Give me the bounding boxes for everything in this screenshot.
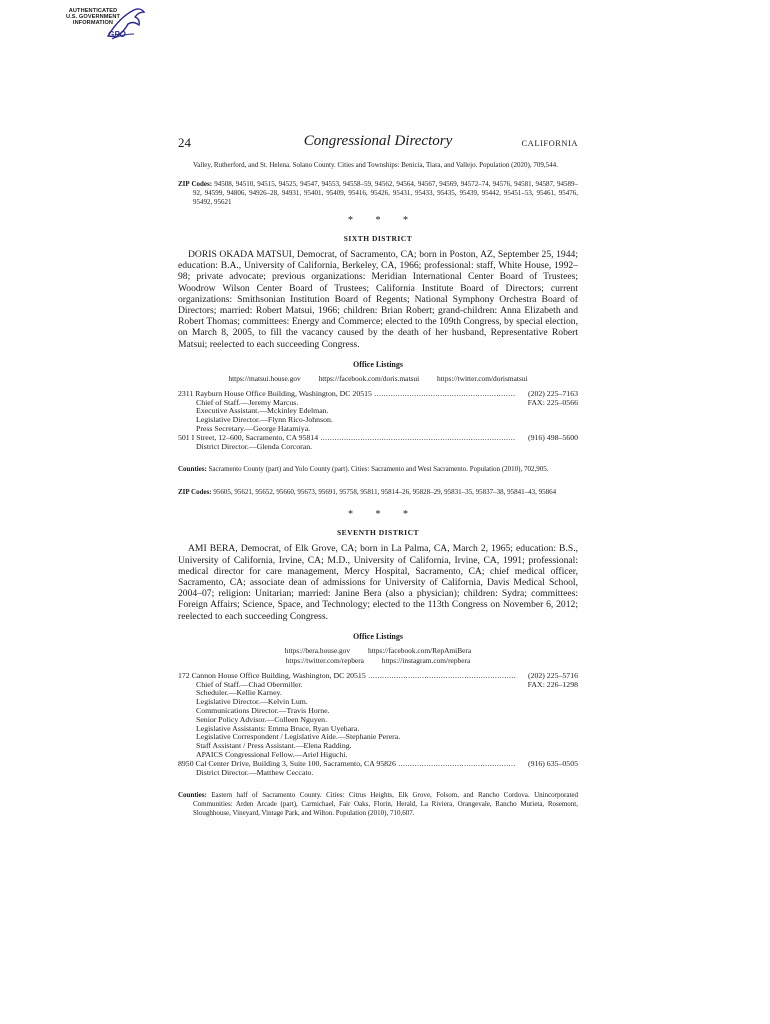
office-phone: (202) 225–7163 — [527, 388, 578, 398]
state-label: CALIFORNIA — [521, 138, 578, 148]
counties-text: Eastern half of Sacramento County. Cities: Citrus Heights, Elk Grove, Folsom, and Rancho Cordova. Unincorporated Communities: Arden Arcade (part), Carmichael, Fair Oaks, Florin, Herald, La Riviera, Orangevale, Rancho Murieta, Rosemont, Sloughhouse, Vineyard, Vintage Park, and Wilton. Population (2010), 710,607. — [193, 791, 579, 818]
website-link[interactable]: https://bera.house.gov — [284, 645, 351, 655]
staff-entry: Legislative Director.—Kelvin Lum. — [196, 697, 308, 707]
seal-line-2: U.S. GOVERNMENT — [65, 14, 121, 21]
office-phone: (916) 635–0505 — [527, 758, 578, 768]
district-heading-sixth: SIXTH DISTRICT — [343, 234, 413, 243]
office-phone: (916) 498–5600 — [527, 432, 578, 442]
counties-label: Counties: — [178, 791, 207, 800]
office-fax: FAX: 225–0566 — [527, 397, 578, 407]
office-address: 501 I Street, 12–600, Sacramento, CA 95814 ..... — [178, 434, 516, 443]
member-links — [178, 374, 578, 384]
office-listings-heading: Office Listings — [353, 359, 403, 369]
gpo-logo-text: GPO — [108, 30, 126, 39]
staff-entry: District Director.—Matthew Ceccato. — [196, 767, 314, 777]
staff-entry: District Director.—Glenda Corcoran. — [196, 441, 313, 451]
staff-entry: Executive Assistant.—Mckinley Edelman. — [196, 406, 329, 416]
office-address: 172 Cannon House Office Building, Washington, DC 20515 ..... — [178, 672, 516, 681]
eagle-icon — [104, 6, 148, 46]
prev-zip-codes — [178, 180, 578, 207]
counties-seventh — [178, 791, 578, 818]
office-address: 8950 Cal Center Drive, Building 3, Suite 100, Sacramento, CA 95826 ..... — [178, 760, 516, 769]
zip-codes-sixth — [178, 488, 578, 497]
facebook-link[interactable]: https://facebook.com/RepAmiBera — [367, 645, 472, 655]
counties-text: Sacramento County (part) and Yolo County (part). Cities: Sacramento and West Sacramento. Population (2010), 702,905. — [208, 465, 549, 474]
counties-sixth — [178, 465, 578, 474]
instagram-link[interactable]: https://instagram.com/repbera — [381, 655, 471, 665]
office-entries-sixth — [178, 390, 578, 452]
staff-entry: Scheduler.—Kellie Karney. — [196, 688, 282, 698]
office-address: 2311 Rayburn House Office Building, Washington, DC 20515 ..... — [178, 390, 516, 399]
staff-entry: Communications Director.—Travis Horne. — [196, 706, 330, 716]
prev-counties-continued: Valley, Rutherford, and St. Helena. Solano County. Cities and Townships: Benicia, Tiara, and Vallejo. Population (2020), 709,544. — [193, 161, 558, 169]
district-heading-seventh: SEVENTH DISTRICT — [337, 528, 419, 538]
staff-entry: Legislative Assistants: Emma Bruce, Ryan Uyehara. — [196, 723, 360, 733]
twitter-link[interactable]: https://twitter.com/dorismatsui — [437, 373, 528, 383]
twitter-link[interactable]: https://twitter.com/repbera — [285, 655, 364, 665]
gpo-authentication-seal — [64, 6, 148, 46]
office-phone: (202) 225–5716 — [527, 670, 578, 680]
staff-entry: Senior Policy Advisor.—Colleen Nguyen. — [196, 714, 328, 724]
office-entries-seventh — [178, 672, 578, 778]
member-bio-bera: AMI BERA, Democrat, of Elk Grove, CA; born in La Palma, CA, March 2, 1965; education: B.S., University of California, Irvine, CA; M.D., University of California, Irvine, CA, 1991; professional: medical director for care management, Mercy Hospital, Sacramento, CA; chief medical officer, Sacramento, CA; associate dean of admissions for University of California, Davis Medical School, 2004–07; religion: Unitarian; married: Janine Bera (also a physician); children: Sydra; committees: Foreign Affairs; Science, Space, and Technology; elected to the 113th Congress on November 6, 2012; reelected to each succeeding Congress. — [178, 543, 578, 622]
running-header — [178, 133, 578, 153]
section-separator: * * * — [348, 509, 418, 521]
website-link[interactable]: https://matsui.house.gov — [228, 373, 301, 383]
seal-line-3: INFORMATION — [72, 20, 114, 27]
staff-entry: Staff Assistant / Press Assistant.—Elena Radding. — [196, 741, 352, 751]
staff-entry: Press Secretary.—George Hatamiya. — [196, 424, 311, 434]
page-number: 24 — [178, 135, 191, 150]
zip-label: ZIP Codes: — [178, 180, 213, 188]
seal-line-1: AUTHENTICATED — [68, 8, 118, 14]
member-links — [178, 646, 578, 666]
zip-list: 94508, 94510, 94515, 94525, 94547, 94553, 94558–59, 94562, 94564, 94567, 94569, 94572–74, 94576, 94581, 94587, 94589–92, 94599, 94806, 94926–28, 94931, 95401, 95409, 95416, 95426, 95431, 95433, 95435, 95439, 95442, 95451–53, 95461, 95476, 95492, 95621 — [193, 180, 578, 206]
staff-entry: APAICS Congressional Fellow.—Ariel Higuchi. — [196, 750, 348, 759]
office-fax: FAX: 226–1298 — [527, 679, 578, 689]
facebook-link[interactable]: https://facebook.com/doris.matsui — [318, 373, 420, 383]
staff-entry: Legislative Correspondent / Legislative Aide.—Stephanie Perera. — [196, 732, 401, 742]
office-listings-heading: Office Listings — [353, 631, 403, 641]
zip-list: 95605, 95621, 95652, 95660, 95673, 95691, 95758, 95811, 95814–26, 95828–29, 95831–35, 95837–38, 95841–43, 95864 — [213, 488, 557, 497]
staff-entry: Chief of Staff.—Jeremy Marcus. — [196, 397, 299, 407]
section-separator: * * * — [348, 215, 418, 226]
member-bio-matsui: DORIS OKADA MATSUI, Democrat, of Sacramento, CA; born in Poston, AZ, September 25, 1944; education: B.A., University of California, Berkeley, CA, 1966; professional: staff, White House, 1992–98; private advocate; previous organizations: Meridian International Center Board of Trustees; Woodrow Wilson Center Board of Trustees; California Institute Board of Directors; current organizations: Smithsonian Institution Board of Regents; National Symphony Orchestra Board of Directors; married: Robert Matsui, 1966; children: Brian Robert; grand-children: Anna Elizabeth and Robert Thomas; committees: Energy and Commerce; elected to the 109th Congress, by special election, on March 8, 2005, to fill the vacancy caused by the death of her husband, Representative Robert Matsui; reelected to each succeeding Congress. — [178, 249, 578, 350]
staff-entry: Legislative Director.—Flynn Rico-Johnson. — [196, 415, 333, 425]
zip-label: ZIP Codes: — [178, 488, 212, 497]
staff-entry: Chief of Staff.—Chad Obermiller. — [196, 679, 303, 689]
directory-page — [178, 133, 578, 818]
counties-label: Counties: — [178, 465, 207, 474]
page-title: Congressional Directory — [303, 133, 453, 149]
